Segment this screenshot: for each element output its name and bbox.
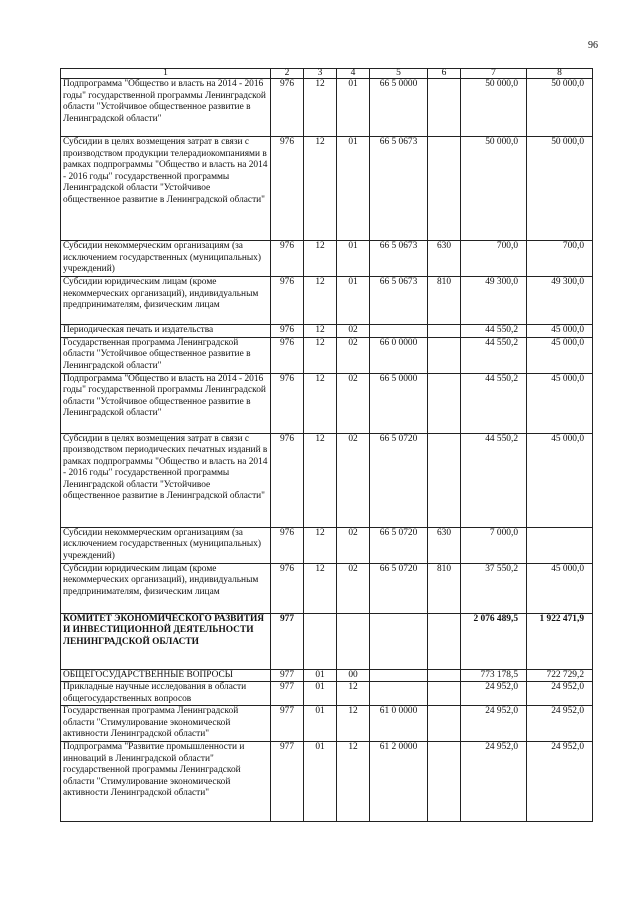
row-amount-2015: 50 000,0 xyxy=(461,137,527,241)
row-section-code: 12 xyxy=(304,137,337,241)
row-amount-2015: 44 550,2 xyxy=(461,433,527,527)
header-cell: 7 xyxy=(461,69,527,79)
row-ministry-code: 976 xyxy=(271,527,304,563)
row-amount-2016: 24 952,0 xyxy=(527,682,593,706)
row-name: Подпрограмма "Развитие промышленности и инноваций в Ленинградской области" государственной программы Ленинградской области "Стимулирование экономической активности Ленинградской области" xyxy=(61,742,271,822)
row-target-code xyxy=(370,613,428,669)
row-expense-type xyxy=(428,337,461,373)
row-name: ОБЩЕГОСУДАРСТВЕННЫЕ ВОПРОСЫ xyxy=(61,669,271,682)
row-amount-2015: 50 000,0 xyxy=(461,79,527,137)
row-subsection-code: 00 xyxy=(337,669,370,682)
row-amount-2016: 700,0 xyxy=(527,241,593,277)
row-amount-2016: 49 300,0 xyxy=(527,277,593,325)
table-row xyxy=(61,325,593,338)
row-target-code xyxy=(370,325,428,338)
row-section-code: 12 xyxy=(304,433,337,527)
row-name: Прикладные научные исследования в области общегосударственных вопросов xyxy=(61,682,271,706)
row-name: Субсидии некоммерческим организациям (за исключением государственных (муниципальных) учреждений) xyxy=(61,241,271,277)
row-amount-2016: 45 000,0 xyxy=(527,373,593,433)
table-row xyxy=(61,137,593,241)
table-row xyxy=(61,241,593,277)
row-subsection-code: 02 xyxy=(337,433,370,527)
row-subsection-code: 01 xyxy=(337,241,370,277)
row-expense-type xyxy=(428,79,461,137)
header-cell: 4 xyxy=(337,69,370,79)
row-ministry-code: 976 xyxy=(271,277,304,325)
row-amount-2016: 45 000,0 xyxy=(527,563,593,613)
table-row xyxy=(61,682,593,706)
row-ministry-code: 977 xyxy=(271,706,304,742)
row-amount-2016: 722 729,2 xyxy=(527,669,593,682)
row-ministry-code: 976 xyxy=(271,337,304,373)
row-subsection-code: 12 xyxy=(337,682,370,706)
row-amount-2015: 44 550,2 xyxy=(461,373,527,433)
row-name: Субсидии в целях возмещения затрат в связи с производством продукции телерадиокомпаниями в рамках подпрограммы "Общество и власть на 2014 - 2016 годы" государственной программы Ленинградской области "Устойчивое общественное развитие в Ленинградской области" xyxy=(61,137,271,241)
row-subsection-code: 02 xyxy=(337,563,370,613)
row-section-code: 01 xyxy=(304,669,337,682)
row-amount-2015: 49 300,0 xyxy=(461,277,527,325)
row-target-code: 66 5 0000 xyxy=(370,79,428,137)
row-ministry-code: 976 xyxy=(271,373,304,433)
row-expense-type xyxy=(428,373,461,433)
row-amount-2015: 773 178,5 xyxy=(461,669,527,682)
row-name: Государственная программа Ленинградской области "Устойчивое общественное развитие в Ленинградской области" xyxy=(61,337,271,373)
row-expense-type xyxy=(428,669,461,682)
header-cell: 6 xyxy=(428,69,461,79)
row-target-code: 66 0 0000 xyxy=(370,337,428,373)
page-number: 96 xyxy=(588,40,598,51)
row-section-code: 12 xyxy=(304,337,337,373)
row-target-code xyxy=(370,669,428,682)
row-target-code: 61 0 0000 xyxy=(370,706,428,742)
row-section-code: 01 xyxy=(304,742,337,822)
row-target-code xyxy=(370,682,428,706)
row-target-code: 66 5 0000 xyxy=(370,373,428,433)
row-expense-type: 630 xyxy=(428,527,461,563)
table-row xyxy=(61,742,593,822)
table-row xyxy=(61,433,593,527)
row-name: Субсидии в целях возмещения затрат в связи с производством периодических печатных изданий в рамках подпрограммы "Общество и власть на 2014 - 2016 годы" государственной программы Ленинградской области "Устойчивое общественное развитие в Ленинградской области" xyxy=(61,433,271,527)
table-row xyxy=(61,337,593,373)
row-name: Государственная программа Ленинградской области "Стимулирование экономической активности Ленинградской области" xyxy=(61,706,271,742)
row-subsection-code: 01 xyxy=(337,79,370,137)
row-expense-type: 810 xyxy=(428,277,461,325)
row-amount-2016: 45 000,0 xyxy=(527,325,593,338)
row-name: Подпрограмма "Общество и власть на 2014 - 2016 годы" государственной программы Ленинградской области "Устойчивое общественное развитие в Ленинградской области" xyxy=(61,373,271,433)
table-header-row xyxy=(61,69,593,79)
row-amount-2015: 700,0 xyxy=(461,241,527,277)
row-subsection-code: 02 xyxy=(337,373,370,433)
row-target-code: 66 5 0720 xyxy=(370,433,428,527)
table-row xyxy=(61,613,593,669)
row-section-code: 12 xyxy=(304,325,337,338)
row-expense-type: 630 xyxy=(428,241,461,277)
row-amount-2016: 50 000,0 xyxy=(527,79,593,137)
header-cell: 5 xyxy=(370,69,428,79)
row-amount-2015: 44 550,2 xyxy=(461,337,527,373)
row-amount-2016: 24 952,0 xyxy=(527,742,593,822)
header-cell: 8 xyxy=(527,69,593,79)
row-name: Субсидии юридическим лицам (кроме некоммерческих организаций), индивидуальным предпринимателям, физическим лицам xyxy=(61,563,271,613)
row-name: КОМИТЕТ ЭКОНОМИЧЕСКОГО РАЗВИТИЯ И ИНВЕСТИЦИОННОЙ ДЕЯТЕЛЬНОСТИ ЛЕНИНГРАДСКОЙ ОБЛАСТИ xyxy=(61,613,271,669)
row-section-code: 12 xyxy=(304,277,337,325)
table-row xyxy=(61,563,593,613)
row-subsection-code xyxy=(337,613,370,669)
row-section-code: 12 xyxy=(304,241,337,277)
row-amount-2016 xyxy=(527,527,593,563)
row-ministry-code: 976 xyxy=(271,241,304,277)
row-amount-2015: 44 550,2 xyxy=(461,325,527,338)
row-expense-type xyxy=(428,706,461,742)
row-subsection-code: 01 xyxy=(337,277,370,325)
table-row xyxy=(61,373,593,433)
row-section-code: 12 xyxy=(304,527,337,563)
row-expense-type xyxy=(428,137,461,241)
row-ministry-code: 976 xyxy=(271,563,304,613)
row-name: Подпрограмма "Общество и власть на 2014 - 2016 годы" государственной программы Ленинградской области "Устойчивое общественное развитие в Ленинградской области" xyxy=(61,79,271,137)
row-amount-2016: 50 000,0 xyxy=(527,137,593,241)
row-ministry-code: 976 xyxy=(271,433,304,527)
row-target-code: 66 5 0720 xyxy=(370,563,428,613)
row-ministry-code: 977 xyxy=(271,669,304,682)
row-section-code: 12 xyxy=(304,373,337,433)
row-subsection-code: 02 xyxy=(337,337,370,373)
row-section-code: 01 xyxy=(304,682,337,706)
table-row xyxy=(61,527,593,563)
header-cell: 2 xyxy=(271,69,304,79)
row-target-code: 66 5 0673 xyxy=(370,277,428,325)
header-cell: 3 xyxy=(304,69,337,79)
row-name: Субсидии юридическим лицам (кроме некоммерческих организаций), индивидуальным предпринимателям, физическим лицам xyxy=(61,277,271,325)
row-amount-2016: 45 000,0 xyxy=(527,337,593,373)
row-amount-2016: 1 922 471,9 xyxy=(527,613,593,669)
row-ministry-code: 977 xyxy=(271,742,304,822)
row-expense-type: 810 xyxy=(428,563,461,613)
row-expense-type xyxy=(428,433,461,527)
table-row xyxy=(61,79,593,137)
row-name: Субсидии некоммерческим организациям (за исключением государственных (муниципальных) учреждений) xyxy=(61,527,271,563)
row-name: Периодическая печать и издательства xyxy=(61,325,271,338)
row-section-code: 12 xyxy=(304,79,337,137)
row-amount-2015: 24 952,0 xyxy=(461,742,527,822)
row-ministry-code: 976 xyxy=(271,79,304,137)
row-ministry-code: 976 xyxy=(271,137,304,241)
row-amount-2015: 37 550,2 xyxy=(461,563,527,613)
row-ministry-code: 977 xyxy=(271,613,304,669)
row-target-code: 66 5 0673 xyxy=(370,241,428,277)
header-cell: 1 xyxy=(61,69,271,79)
row-subsection-code: 12 xyxy=(337,706,370,742)
table-row xyxy=(61,706,593,742)
budget-table xyxy=(60,68,593,822)
table-row xyxy=(61,669,593,682)
row-amount-2015: 2 076 489,5 xyxy=(461,613,527,669)
row-section-code: 12 xyxy=(304,563,337,613)
row-section-code xyxy=(304,613,337,669)
row-target-code: 66 5 0720 xyxy=(370,527,428,563)
row-ministry-code: 976 xyxy=(271,325,304,338)
row-target-code: 61 2 0000 xyxy=(370,742,428,822)
row-expense-type xyxy=(428,682,461,706)
row-amount-2016: 24 952,0 xyxy=(527,706,593,742)
row-amount-2015: 24 952,0 xyxy=(461,682,527,706)
row-expense-type xyxy=(428,742,461,822)
row-amount-2015: 24 952,0 xyxy=(461,706,527,742)
row-section-code: 01 xyxy=(304,706,337,742)
row-subsection-code: 02 xyxy=(337,527,370,563)
table-row xyxy=(61,277,593,325)
row-expense-type xyxy=(428,325,461,338)
row-subsection-code: 01 xyxy=(337,137,370,241)
row-target-code: 66 5 0673 xyxy=(370,137,428,241)
row-ministry-code: 977 xyxy=(271,682,304,706)
row-amount-2015: 7 000,0 xyxy=(461,527,527,563)
row-amount-2016: 45 000,0 xyxy=(527,433,593,527)
row-subsection-code: 02 xyxy=(337,325,370,338)
row-subsection-code: 12 xyxy=(337,742,370,822)
row-expense-type xyxy=(428,613,461,669)
